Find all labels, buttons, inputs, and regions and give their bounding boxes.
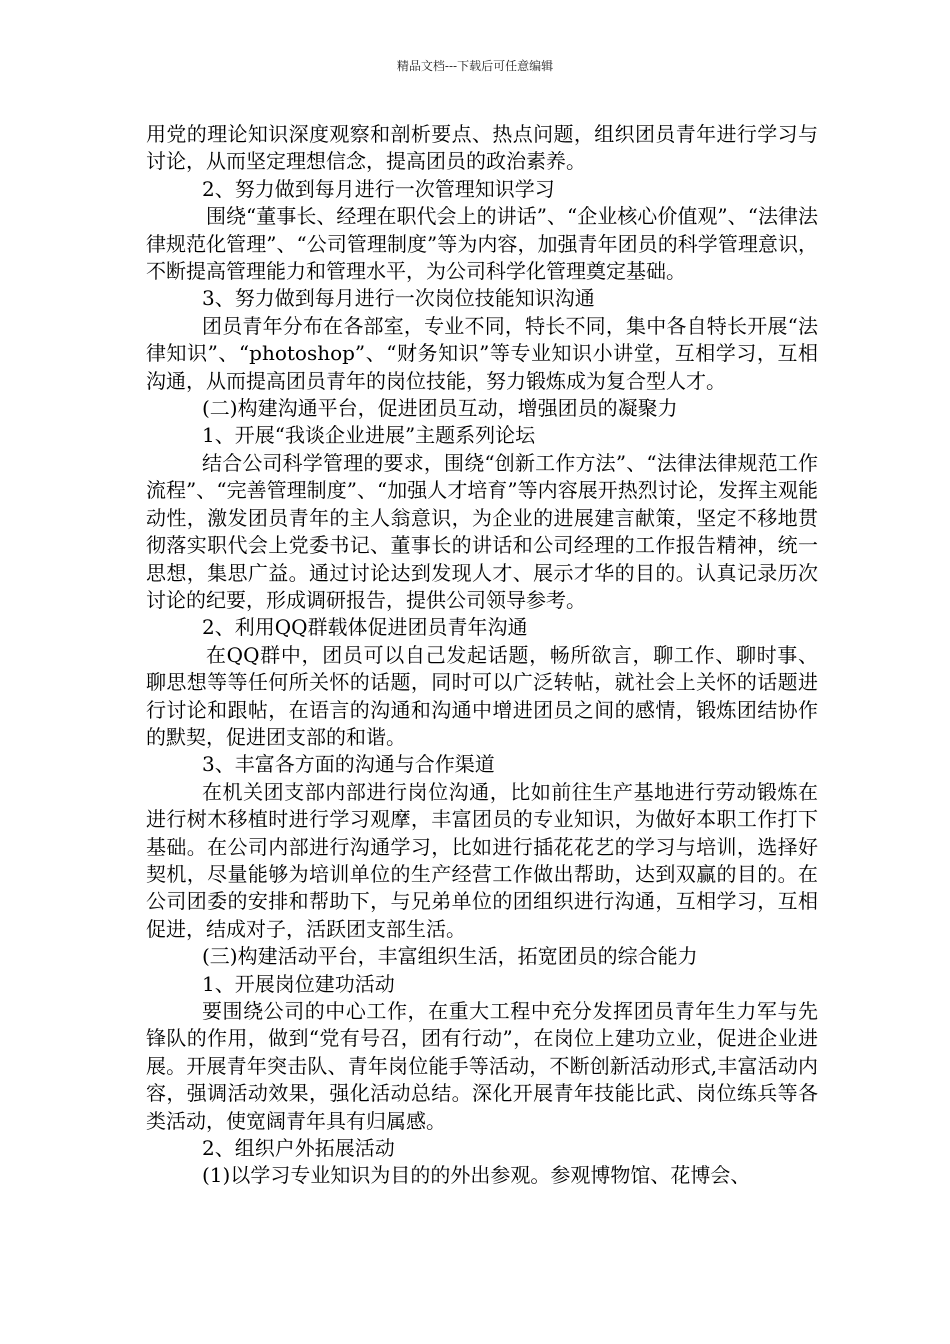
- section-heading-3: 3、努力做到每月进行一次岗位技能知识沟通: [202, 286, 595, 311]
- paragraph-management-study: 围绕“董事长、经理在职代会上的讲话”、“企业核心价值观”、“法律法律规范化管理”、“公司管理制度”等为内容，加强青年团员的科学管理意识，不断提高管理能力和管理水平，为公司科学化管理奠定基础。: [146, 204, 818, 284]
- section-heading-outdoor: 2、组织户外拓展活动: [202, 1136, 395, 1161]
- section-heading-forum: 1、开展“我谈企业进展”主题系列论坛: [202, 423, 536, 448]
- section-heading-part-3: (三)构建活动平台，丰富组织生活，拓宽团员的综合能力: [202, 944, 698, 969]
- section-heading-post-activity: 1、开展岗位建功活动: [202, 971, 395, 996]
- page-header: 精品文档---下载后可任意编辑: [396, 59, 554, 73]
- section-heading-part-2: (二)构建沟通平台，促进团员互动，增强团员的凝聚力: [202, 396, 678, 421]
- paragraph-qq-group: 在QQ群中，团员可以自己发起话题，畅所欲言，聊工作、聊时事、聊思想等等任何所关怀的话题，同时可以广泛转帖，就社会上关怀的话题进行讨论和跟帖，在语言的沟通和沟通中增进团员之间的感情，锻炼团结协作的默契，促进团支部的和谐。: [146, 642, 818, 749]
- paragraph-outdoor: (1)以学习专业知识为目的的外出参观。参观博物馆、花博会、: [202, 1163, 751, 1188]
- paragraph-1: 用党的理论知识深度观察和剖析要点、热点问题，组织团员青年进行学习与讨论，从而坚定理想信念，提高团员的政治素养。: [146, 122, 818, 174]
- section-heading-2: 2、努力做到每月进行一次管理知识学习: [202, 176, 555, 201]
- paragraph-forum: 结合公司科学管理的要求，围绕“创新工作方法”、“法律法律规范工作流程”、“完善管理制度”、“加强人才培育”等内容展开热烈讨论，发挥主观能动性，激发团员青年的主人翁意识，为企业的进展建言献策，坚定不移地贯彻落实职代会上党委书记、董事长的讲话和公司经理的工作报告精神，统一思想，集思广益。通过讨论达到发现人才、展示才华的目的。认真记录历次讨论的纪要，形成调研报告，提供公司领导参考。: [146, 450, 818, 612]
- paragraph-channels: 在机关团支部内部进行岗位沟通，比如前往生产基地进行劳动锻炼在进行树木移植时进行学习观摩，丰富团员的专业知识，为做好本职工作打下基础。在公司内部进行沟通学习，比如进行插花花艺的学习与培训，选择好契机，尽量能够为培训单位的生产经营工作做出帮助，达到双赢的目的。在公司团委的安排和帮助下，与兄弟单位的团组织进行沟通，互相学习，互相促进，结成对子，活跃团支部生活。: [146, 779, 818, 941]
- paragraph-post-activity: 要围绕公司的中心工作，在重大工程中充分发挥团员青年生力军与先锋队的作用，做到“党有号召，团有行动”，在岗位上建功立业，促进企业进展。开展青年突击队、青年岗位能手等活动，不断创新活动形式,丰富活动内容，强调活动效果，强化活动总结。深化开展青年技能比武、岗位练兵等各类活动，使宽阔青年具有归属感。: [146, 999, 818, 1133]
- paragraph-skill-exchange: 团员青年分布在各部室，专业不同，特长不同，集中各自特长开展“法律知识”、“photoshop”、“财务知识”等专业知识小讲堂，互相学习，互相沟通，从而提高团员青年的岗位技能，努力锻炼成为复合型人才。: [146, 313, 818, 393]
- document-body: [146, 121, 818, 1190]
- section-heading-qq-group: 2、利用QQ群载体促进团员青年沟通: [202, 615, 528, 640]
- section-heading-channels: 3、丰富各方面的沟通与合作渠道: [202, 752, 495, 777]
